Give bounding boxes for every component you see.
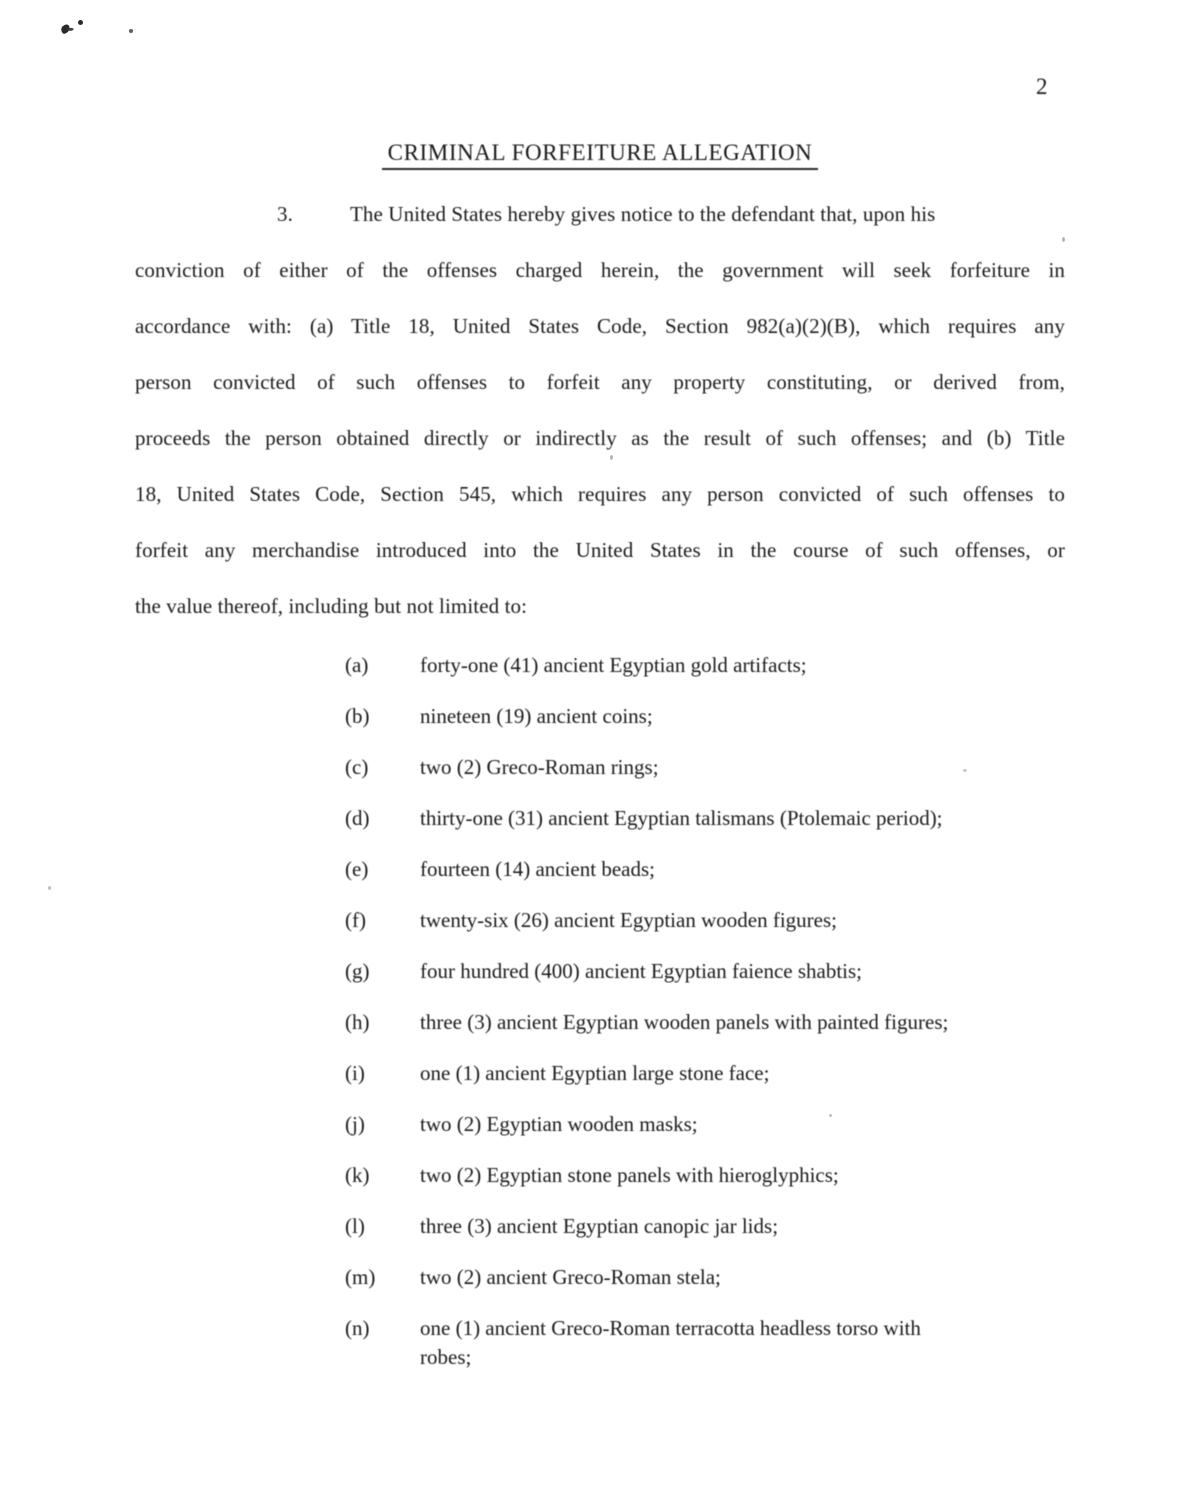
paragraph-line: proceeds the person obtained directly or indirectly as the result of such offenses; and (b) Title [135,426,1065,450]
forfeiture-item-list [345,651,1045,1394]
list-item [345,1110,1045,1139]
paragraph-line-text: The United States hereby gives notice to the defendant that, upon his [350,202,936,226]
list-item-label: (k) [345,1163,370,1187]
list-item-text: one (1) ancient Greco-Roman terracotta headless torso with [420,1316,921,1340]
list-item-label: (n) [345,1316,370,1340]
list-item-text: two (2) ancient Greco-Roman stela; [420,1265,721,1289]
list-item [345,804,1045,833]
ink-speck [48,886,51,890]
list-item [345,1212,1045,1241]
list-item-label: (b) [345,704,370,728]
page-number: 2 [1036,74,1048,99]
paragraph-first-line [135,199,1065,255]
list-item [345,651,1045,680]
list-item-text: fourteen (14) ancient beads; [420,857,655,881]
paragraph-line: accordance with: (a) Title 18, United States Code, Section 982(a)(2)(B), which requires any [135,314,1065,338]
paragraph-line: person convicted of such offenses to forfeit any property constituting, or derived from, [135,370,1065,394]
ink-speck [60,23,72,34]
heading-wrap [135,140,1065,170]
list-item-text: twenty-six (26) ancient Egyptian wooden figures; [420,908,837,932]
list-item [345,957,1045,986]
list-item [345,855,1045,884]
list-item [345,1161,1045,1190]
list-item-label: (e) [345,857,369,881]
list-item-text: forty-one (41) ancient Egyptian gold artifacts; [420,653,807,677]
list-item [345,1008,1045,1037]
list-item-label: (f) [345,908,366,932]
list-item-label: (a) [345,653,369,677]
list-item [345,753,1045,782]
ink-speck [78,20,83,25]
list-item [345,906,1045,935]
paragraph-line: conviction of either of the offenses charged herein, the government will seek forfeiture in [135,258,1065,282]
list-item-text-continued: robes; [420,1345,472,1369]
paragraph-line: the value thereof, including but not limited to: [135,594,528,618]
ink-speck [129,29,133,33]
list-item-label: (d) [345,806,370,830]
list-item-text: four hundred (400) ancient Egyptian faience shabtis; [420,959,863,983]
list-item-label: (h) [345,1010,370,1034]
list-item [345,1314,1045,1372]
paragraph-3 [135,199,1065,647]
list-item-text: three (3) ancient Egyptian canopic jar lids; [420,1214,779,1238]
paragraph-line: 18, United States Code, Section 545, which requires any person convicted of such offenses to [135,482,1065,506]
document-heading: CRIMINAL FORFEITURE ALLEGATION [382,140,819,170]
list-item-label: (j) [345,1112,365,1136]
list-item-label: (g) [345,959,370,983]
list-item-text: three (3) ancient Egyptian wooden panels with painted figures; [420,1010,949,1034]
list-item-text: thirty-one (31) ancient Egyptian talismans (Ptolemaic period); [420,806,943,830]
paragraph-line: forfeit any merchandise introduced into the United States in the course of such offenses, or [135,538,1065,562]
list-item-text: one (1) ancient Egyptian large stone face; [420,1061,770,1085]
list-item-label: (l) [345,1214,365,1238]
list-item [345,1263,1045,1292]
list-item-label: (i) [345,1061,365,1085]
list-item [345,702,1045,731]
list-item-text: two (2) Egyptian wooden masks; [420,1112,698,1136]
list-item [345,1059,1045,1088]
paragraph-number: 3. [277,202,293,226]
list-item-label: (m) [345,1265,376,1289]
list-item-text: nineteen (19) ancient coins; [420,704,653,728]
list-item-text: two (2) Egyptian stone panels with hieroglyphics; [420,1163,839,1187]
list-item-text: two (2) Greco-Roman rings; [420,755,659,779]
list-item-label: (c) [345,755,369,779]
